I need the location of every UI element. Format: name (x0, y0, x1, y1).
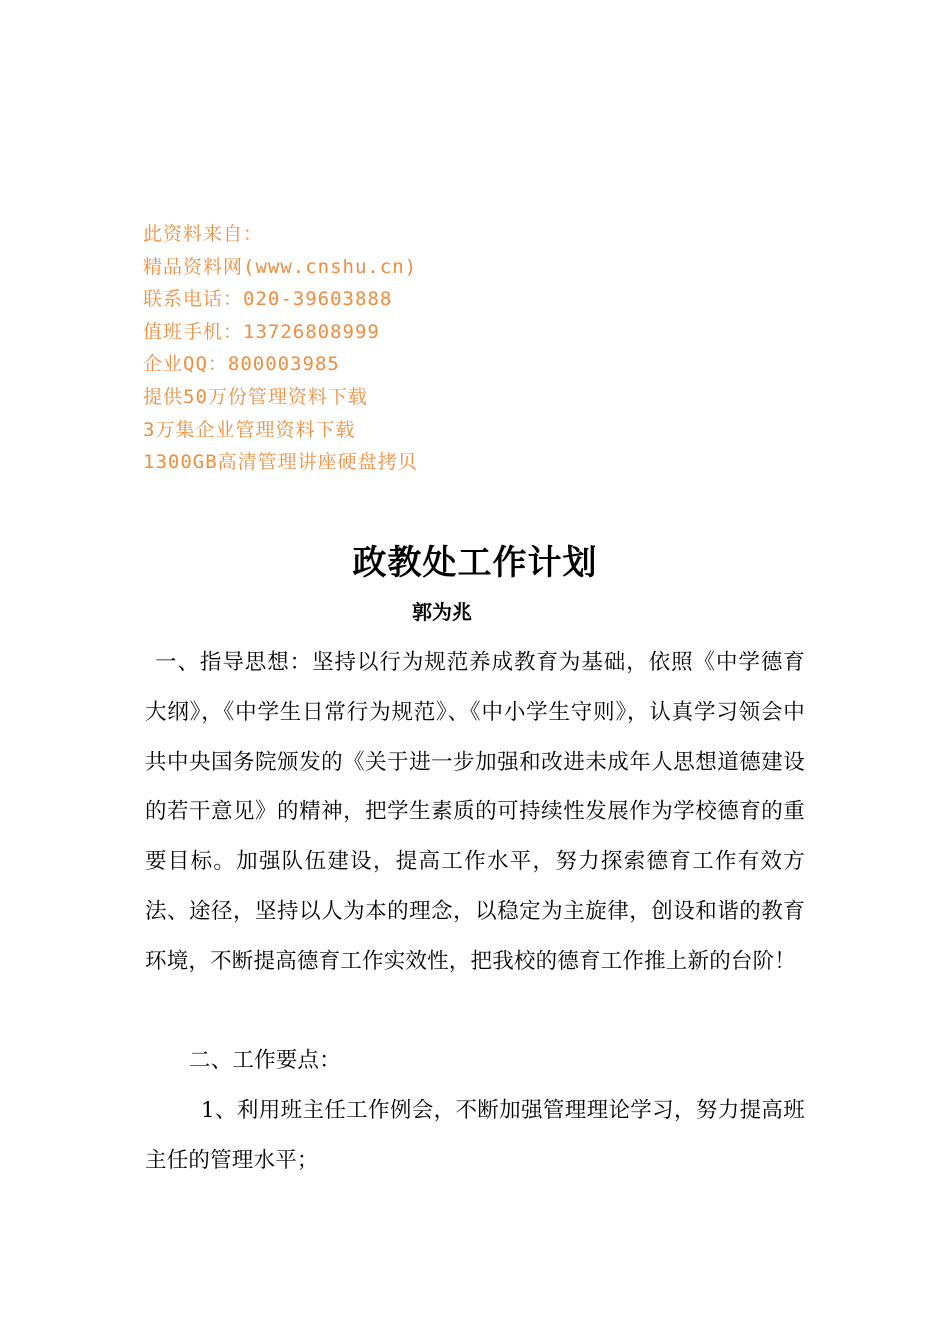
source-promo-line: 提供50万份管理资料下载 (143, 385, 368, 408)
source-mobile-line: 值班手机：13726808999 (143, 320, 380, 343)
paragraph-point-1: 1、利用班主任工作例会，不断加强管理理论学习，努力提高班主任的管理水平； (145, 1098, 805, 1173)
document-author: 郭为兆 (412, 600, 472, 624)
document-title: 政教处工作计划 (352, 543, 598, 583)
paragraph-guiding-principle: 一、指导思想：坚持以行为规范养成教育为基础，依照《中学德育大纲》，《中学生日常行为规范》、《中小学生守则》，认真学习领会中共中央国务院颁发的《关于进一步加强和改进未成年人思想道德建设的若干意见》的精神，把学生素质的可持续性发展作为学校德育的重要目标。加强队伍建设，提高工作水平，努力探索德育工作有效方法、途径，坚持以人为本的理念，以稳定为主旋律，创设和谐的教育环境，不断提高德育工作实效性，把我校的德育工作推上新的台阶！ (145, 650, 805, 974)
source-phone-line: 联系电话：020-39603888 (143, 288, 393, 311)
source-line: 此资料来自： (143, 223, 264, 245)
paragraph-key-points-heading: 二、工作要点： (189, 1048, 341, 1073)
source-qq-line: 企业QQ：800003985 (143, 353, 340, 376)
source-info-block (143, 218, 418, 479)
source-promo-line: 3万集企业管理资料下载 (143, 418, 356, 441)
source-website-line: 精品资料网(www.cnshu.cn) (143, 255, 418, 278)
source-promo-line: 1300GB高清管理讲座硬盘拷贝 (143, 451, 418, 474)
